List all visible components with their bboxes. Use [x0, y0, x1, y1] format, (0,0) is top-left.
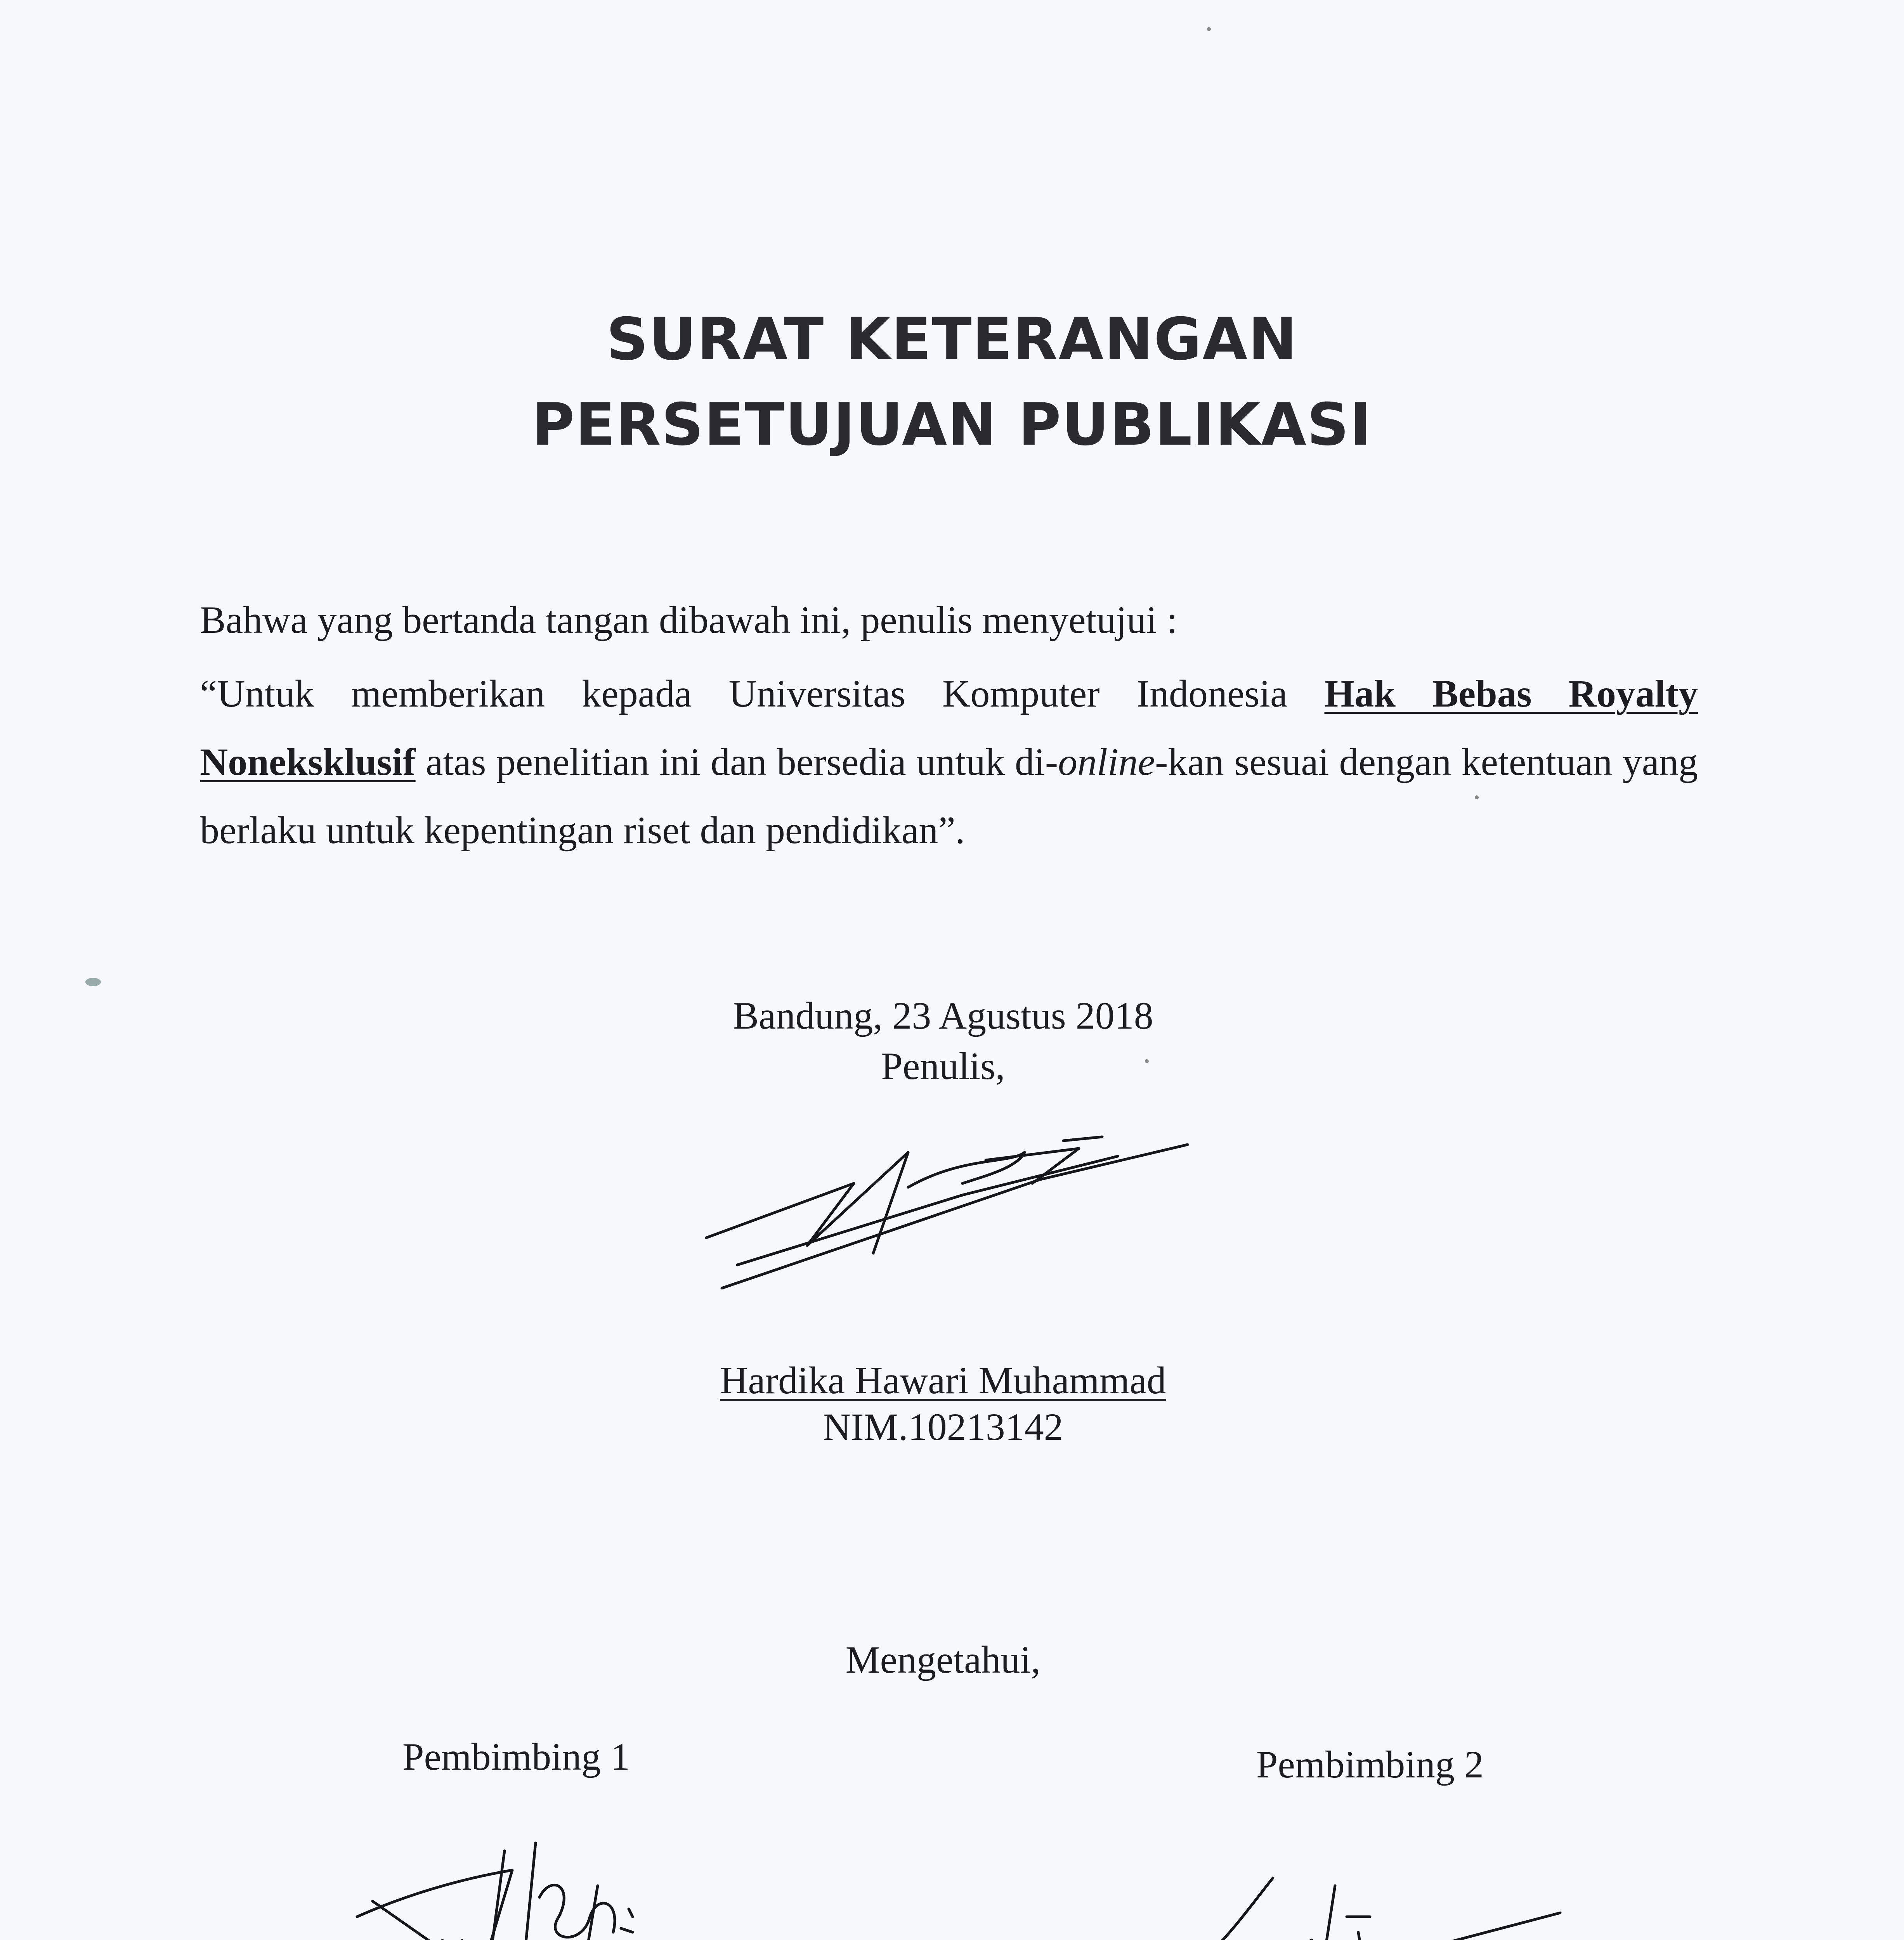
acknowledge-label: Mengetahui,: [845, 1638, 1041, 1681]
author-signature: [691, 1125, 1211, 1304]
author-role: Penulis,: [881, 1044, 1005, 1088]
paper-speck: [1145, 1059, 1149, 1063]
consent-text-mid: atas penelitian ini dan bersedia untuk di-: [415, 740, 1058, 783]
supervisor1-signature: [349, 1839, 699, 1940]
author-nim: NIM.10213142: [823, 1405, 1063, 1448]
consent-text-end: -kan sesuai dengan ketentuan yang berlaku untuk kepentingan riset dan pendidikan”.: [200, 740, 1698, 852]
supervisor2-signature: [1094, 1862, 1583, 1940]
paper-speck: [1475, 795, 1479, 799]
place-date: Bandung, 23 Agustus 2018: [733, 994, 1153, 1037]
supervisor2-role: Pembimbing 2: [1256, 1743, 1484, 1786]
consent-paragraph: [200, 660, 1698, 864]
document-title-line2: PERSETUJUAN PUBLIKASI: [532, 391, 1372, 459]
supervisor1-role: Pembimbing 1: [402, 1735, 630, 1778]
paper-speck: [85, 978, 101, 986]
online-term: online: [1058, 740, 1155, 783]
document-title-line1: SURAT KETERANGAN: [606, 306, 1298, 373]
royalty-term: Hak Bebas Royalty Noneksklusif: [200, 672, 1698, 783]
intro-line: Bahwa yang bertanda tangan dibawah ini, penulis menyetujui :: [200, 598, 1177, 641]
consent-text-start: “Untuk memberikan kepada Universitas Komputer Indonesia: [200, 672, 1325, 715]
paper-speck: [1207, 27, 1211, 31]
author-name: Hardika Hawari Muhammad: [720, 1359, 1166, 1402]
